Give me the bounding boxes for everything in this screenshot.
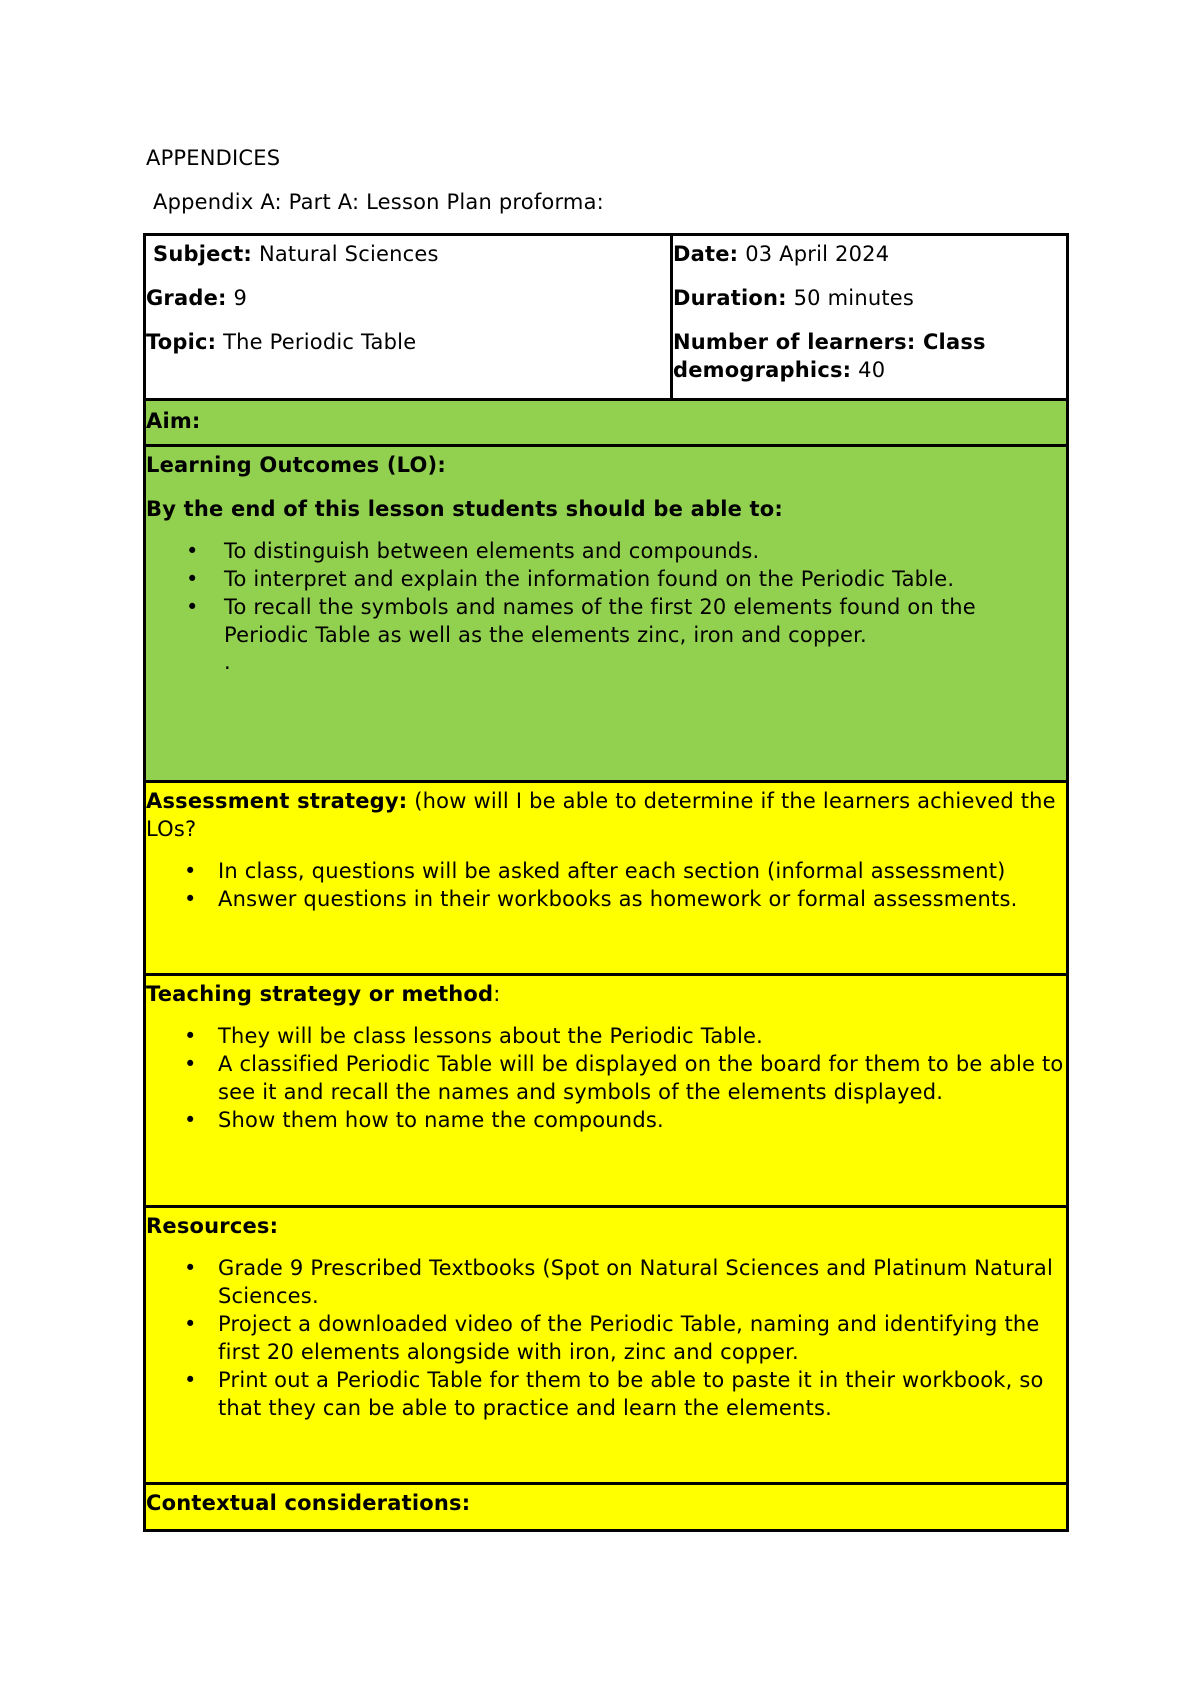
demographics-label: demographics: [673,358,852,382]
list-item: • A classified Periodic Table will be displayed on the board for them to be able to see it and recall the names and symbols of the elements displayed. [146,1050,1066,1106]
date-label: Date: [673,242,739,266]
learners-value: 40 [858,358,886,382]
list-item: • To interpret and explain the information found on the Periodic Table. [146,565,1066,593]
topic-line [146,328,670,356]
lo-intro [146,495,1066,523]
assessment-note: (how will I be able to determine if the learners achieved the LOs? [146,789,1056,841]
duration-label: Duration: [673,286,787,310]
contextual-label: Contextual considerations: [146,1491,471,1515]
list-item: • Show them how to name the compounds. [146,1106,1066,1134]
assessment-heading [146,783,1066,843]
teaching-label: Teaching strategy or method [146,982,494,1006]
topic-value: The Periodic Table [223,330,417,354]
lesson-plan-table [143,233,1069,1532]
contextual-heading [146,1485,1066,1517]
list-item: • Project a downloaded video of the Periodic Table, naming and identifying the first 20 elements alongside with iron, zinc and copper. [146,1310,1066,1366]
grade-label: Grade: [146,286,227,310]
grade-line [146,284,670,312]
teaching-strategy-row [146,976,1066,1208]
resources-heading [146,1208,1066,1240]
assessment-strategy-row [146,783,1066,976]
list-item: • Print out a Periodic Table for them to be able to paste it in their workbook, so that they can be able to practice and learn the elements. [146,1366,1066,1422]
grade-value: 9 [233,286,248,310]
assessment-list [146,857,1066,913]
teaching-heading [146,976,1066,1008]
date-line [673,240,1066,268]
subject-value: Natural Sciences [258,242,439,266]
list-item: • In class, questions will be asked after each section (informal assessment) [146,857,1066,885]
appendix-a-subheading: Appendix A: Part A: Lesson Plan proforma: [153,190,604,214]
teaching-list [146,1022,1066,1134]
lesson-details-row [146,236,1066,401]
list-item: • They will be class lessons about the Periodic Table. [146,1022,1066,1050]
topic-label: Topic: [146,330,217,354]
lo-heading [146,447,1066,479]
lo-intro-text: By the end of this lesson students should be able to: [146,497,784,521]
list-item: • Grade 9 Prescribed Textbooks (Spot on Natural Sciences and Platinum Natural Sciences. [146,1254,1066,1310]
lesson-details-right-cell [673,236,1066,398]
appendices-heading: APPENDICES [146,146,281,170]
lo-trailing-dot: . [224,650,231,674]
resources-label: Resources: [146,1214,279,1238]
subject-line [146,240,670,268]
resources-row [146,1208,1066,1485]
assessment-label: Assessment strategy: [146,789,408,813]
learners-line [673,328,1066,384]
aim-label: Aim: [146,409,201,433]
duration-value: 50 minutes [793,286,915,310]
teaching-colon: : [493,982,501,1006]
learners-label: Number of learners: Class [673,330,986,354]
resources-list [146,1254,1066,1422]
list-item: • To distinguish between elements and compounds. [146,537,1066,565]
list-item: • Answer questions in their workbooks as homework or formal assessments. [146,885,1066,913]
contextual-considerations-row [146,1485,1066,1529]
lo-list [146,537,1066,649]
aim-row [146,401,1066,447]
aim-line [146,401,1066,435]
date-value: 03 April 2024 [745,242,890,266]
list-item: • To recall the symbols and names of the first 20 elements found on the Periodic Table as well as the elements zinc, iron and copper. [146,593,1066,649]
lo-label: Learning Outcomes (LO): [146,453,446,477]
subject-label: Subject: [153,242,253,266]
lesson-details-left-cell [146,236,673,398]
duration-line [673,284,1066,312]
learning-outcomes-row [146,447,1066,783]
